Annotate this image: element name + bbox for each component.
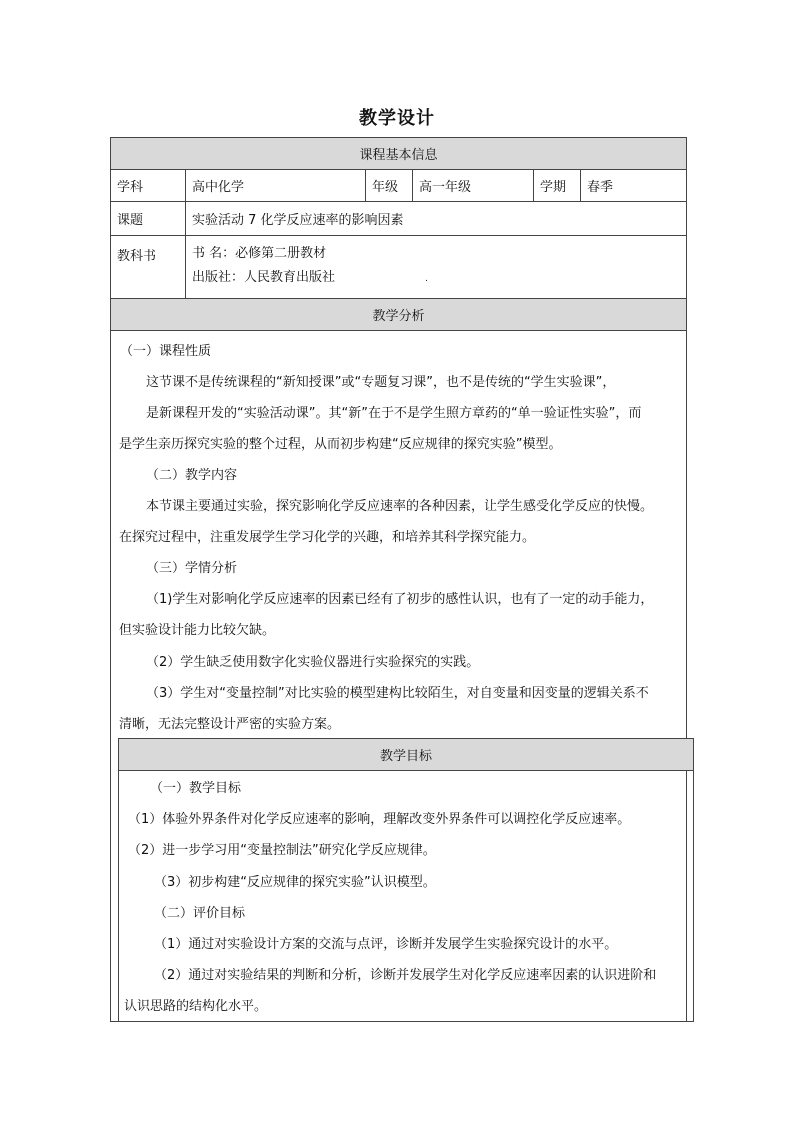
analysis-line: （1)学生对影响化学反应速率的因素已经有了初步的感性认识，也有了一定的动手能力，	[146, 592, 654, 607]
subject-value: 高中化学	[185, 169, 366, 202]
analysis-header: 教学分析	[110, 298, 687, 331]
analysis-line: 清晰，无法完整设计严密的实验方案。	[119, 717, 341, 732]
objective-line: （2）通过对实验结果的判断和分析，诊断并发展学生对化学反应速率因素的认识进阶和	[154, 968, 657, 983]
textbook-label-text: 教科书	[117, 249, 157, 264]
subject-label: 学科	[110, 169, 186, 202]
document-title: 教学设计	[359, 108, 435, 129]
analysis-line: 是新课程开发的“实验活动课”。其“新”在于不是学生照方章药的“单一验证性实验”，而	[146, 406, 642, 421]
book-name-line: 书 名：必修第二册教材	[192, 246, 327, 261]
objective-line: （3）初步构建“反应规律的探究实验”认识模型。	[154, 875, 436, 890]
stray-mark: .	[425, 274, 429, 284]
basic-info-header: 课程基本信息	[110, 137, 687, 170]
topic-label: 课题	[110, 201, 186, 236]
analysis-line: （一）课程性质	[120, 344, 212, 359]
grade-value: 高一年级	[412, 169, 534, 202]
analysis-line: 这节课不是传统课程的“新知授课”或“专题复习课”，也不是传统的“学生实验课”，	[146, 375, 616, 390]
objective-line: （一）教学目标	[150, 781, 242, 796]
grade-label: 年级	[365, 169, 413, 202]
term-label: 学期	[533, 169, 581, 202]
analysis-line: （2）学生缺乏使用数字化实验仪器进行实验探究的实践。	[146, 655, 480, 670]
analysis-line: （二）教学内容	[146, 468, 238, 483]
objective-line: （二）评价目标	[154, 906, 246, 921]
textbook-value	[185, 235, 687, 299]
objective-line: （1）通过对实验设计方案的交流与点评，诊断并发展学生实验探究设计的水平。	[154, 937, 618, 952]
objectives-header: 教学目标	[118, 738, 694, 771]
objective-line: （2）进一步学习用“变量控制法”研究化学反应规律。	[128, 843, 436, 858]
analysis-line: 在探究过程中，注重发展学生学习化学的兴趣，和培养其科学探究能力。	[119, 530, 536, 545]
term-value: 春季	[580, 169, 687, 202]
publisher-text: 出版社：人民教育出版社	[192, 270, 336, 285]
analysis-line: 本节课主要通过实验，探究影响化学反应速率的各种因素，让学生感受化学反应的快慢。	[146, 499, 654, 514]
analysis-line: （三）学情分析	[146, 561, 238, 576]
analysis-line: 但实验设计能力比较欠缺。	[119, 623, 276, 638]
publisher-line	[192, 269, 686, 289]
objective-line: 认识思路的结构化水平。	[124, 999, 268, 1014]
textbook-label	[110, 235, 186, 299]
topic-value: 实验活动 7 化学反应速率的影响因素	[185, 201, 687, 236]
analysis-line: （3）学生对“变量控制”对比实验的模型建构比较陌生，对自变量和因变量的逻辑关系不	[146, 686, 649, 701]
objective-line: （1）体验外界条件对化学反应速率的影响，理解改变外界条件可以调控化学反应速率。	[128, 812, 631, 827]
analysis-line: 是学生亲历探究实验的整个过程，从而初步构建“反应规律的探究实验”模型。	[119, 437, 562, 452]
